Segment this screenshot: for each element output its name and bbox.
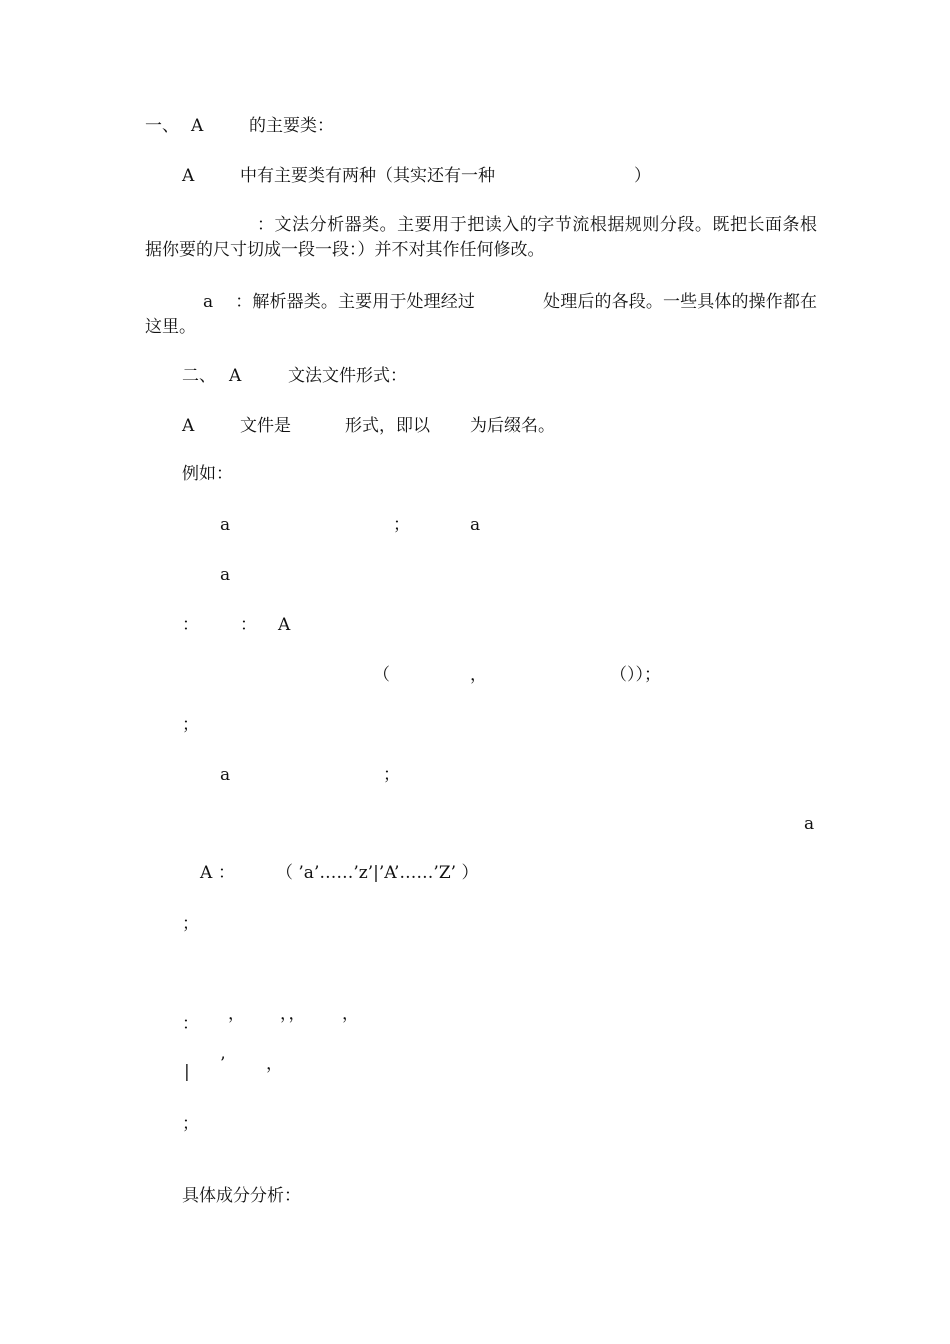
code-line6-a: a <box>220 765 231 785</box>
lexer-text: 文法分析器类。主要用于把读入的字节流根据规则分段。既把长面条根据你要的尺寸切成一段一段：）并不对其作任何修改。 <box>145 215 818 260</box>
heading2-number: 二、 <box>182 366 216 386</box>
code-line10-c2: ，， <box>280 1004 306 1024</box>
parser-colon: ： <box>235 292 253 312</box>
parser-letter: a <box>203 292 214 312</box>
file-text2: 形式，即以 <box>345 416 430 436</box>
code-line2-a: a <box>220 565 231 585</box>
code-line12-semi: ； <box>182 1114 199 1134</box>
code-line11-c1: ’ <box>220 1054 226 1074</box>
code-line1-b: a <box>470 515 481 535</box>
file-letter: A <box>182 416 195 436</box>
code-line7-a: a <box>804 814 815 834</box>
lexer-paragraph <box>145 213 817 263</box>
parser-text2: 处理后的各段。一些具体的操作都在这里。 <box>145 292 818 337</box>
analysis-label: 具体成分分析： <box>182 1186 301 1206</box>
code-line8-A: A <box>200 863 213 883</box>
intro-close-paren: ） <box>634 166 651 186</box>
parser-paragraph <box>145 290 817 340</box>
code-line11-bar: | <box>184 1062 190 1082</box>
code-line10-colon: ： <box>182 1014 199 1034</box>
code-line9-semi: ； <box>182 914 199 934</box>
lexer-colon: ： <box>257 215 275 235</box>
code-line1-semi: ； <box>393 515 410 535</box>
file-text1: 文件是 <box>240 416 291 436</box>
code-line4-end: （））； <box>610 665 661 685</box>
example-label: 例如： <box>182 464 233 484</box>
code-line6-semi: ； <box>383 765 400 785</box>
code-line3-colon2: ： <box>240 615 257 635</box>
code-line4-comma: ， <box>470 665 487 685</box>
code-line1-a: a <box>220 515 231 535</box>
heading2-text: 文法文件形式： <box>288 366 407 386</box>
code-line4-open: （ <box>373 665 390 685</box>
intro-letter: A <box>182 166 195 186</box>
parser-text1: 解析器类。主要用于处理经过 <box>252 292 476 312</box>
code-line8-colon: ： <box>218 863 235 883</box>
code-line10-c1: ， <box>228 1004 245 1024</box>
code-line3-colon1: ： <box>182 615 199 635</box>
heading2-letter: A <box>229 366 242 386</box>
heading1-text: 的主要类： <box>249 116 334 136</box>
intro-text: 中有主要类有两种（其实还有一种 <box>240 166 495 186</box>
code-line3-A: A <box>278 615 291 635</box>
file-text3: 为后缀名。 <box>470 416 555 436</box>
code-line8-rule: （ ’a’……’z’|’A’……’Z’ ） <box>276 863 479 883</box>
code-line10-c3: ， <box>342 1004 359 1024</box>
code-line5-semi: ； <box>182 715 199 735</box>
code-line11-c2: ， <box>266 1054 283 1074</box>
heading1-letter: A <box>191 116 204 136</box>
heading1-number: 一、 <box>145 116 179 136</box>
